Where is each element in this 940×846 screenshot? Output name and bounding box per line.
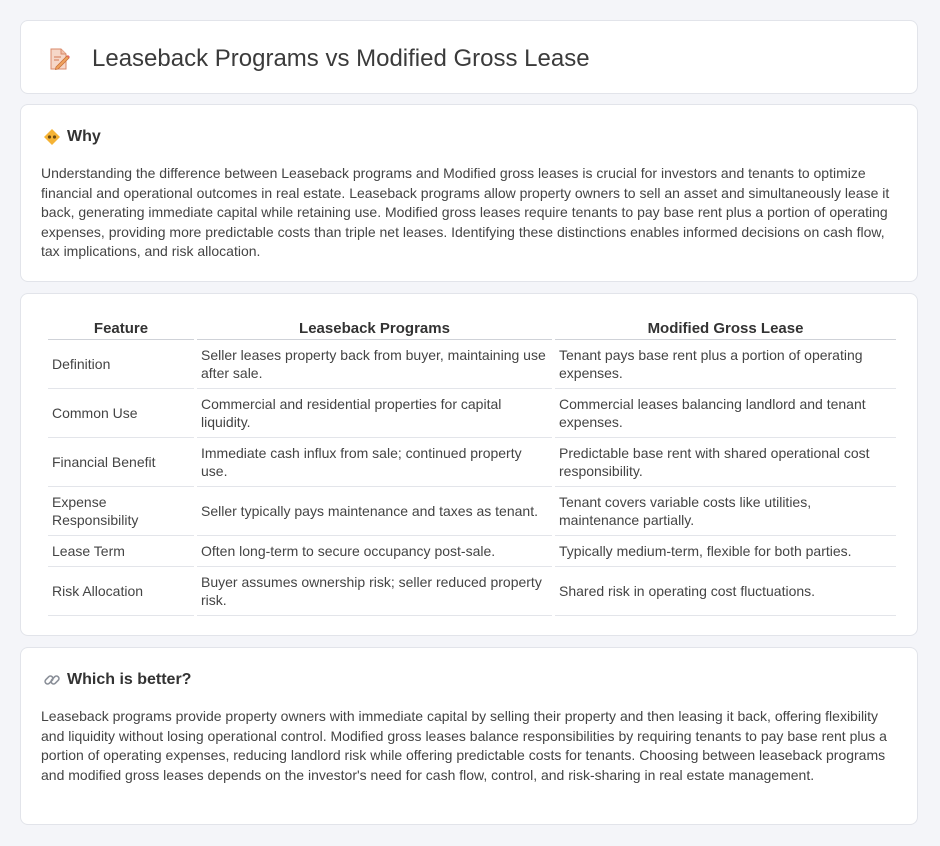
table-cell: Seller typically pays maintenance and taxes as tenant. bbox=[197, 487, 552, 536]
why-section bbox=[20, 104, 918, 282]
table-cell: Tenant covers variable costs like utilities, maintenance partially. bbox=[555, 487, 896, 536]
table-row bbox=[48, 389, 896, 438]
table-cell: Buyer assumes ownership risk; seller reduced property risk. bbox=[197, 567, 552, 616]
table-cell: Lease Term bbox=[48, 536, 194, 567]
table-row bbox=[48, 438, 896, 487]
table-cell: Financial Benefit bbox=[48, 438, 194, 487]
better-text: Leaseback programs provide property owners with immediate capital by selling their property and then leasing it back, offering flexibility and liquidity without losing operational control. Modified gross leases balance responsibilities by requiring tenants to pay base rent plus a portion of operating expenses, reducing landlord risk while offering predictable costs for tenants. Choosing between leaseback programs and modified gross leases depends on the investor's need for cash flow, control, and risk-sharing in real estate management. bbox=[41, 708, 887, 783]
diamond-warning-icon bbox=[43, 128, 61, 146]
table-cell: Typically medium-term, flexible for both parties. bbox=[555, 536, 896, 567]
header-feature: Feature bbox=[48, 315, 194, 340]
better-heading: Which is better? bbox=[67, 671, 192, 688]
table-row bbox=[48, 567, 896, 616]
why-header bbox=[43, 127, 101, 147]
table-cell: Risk Allocation bbox=[48, 567, 194, 616]
header-leaseback: Leaseback Programs bbox=[197, 315, 552, 340]
document-pencil-icon bbox=[47, 47, 71, 71]
table-cell: Expense Responsibility bbox=[48, 487, 194, 536]
which-is-better-section bbox=[20, 647, 918, 825]
table-cell: Shared risk in operating cost fluctuations. bbox=[555, 567, 896, 616]
table-cell: Often long-term to secure occupancy post-sale. bbox=[197, 536, 552, 567]
table-cell: Common Use bbox=[48, 389, 194, 438]
better-header bbox=[43, 670, 191, 690]
table-cell: Seller leases property back from buyer, maintaining use after sale. bbox=[197, 340, 552, 389]
why-heading: Why bbox=[67, 128, 101, 145]
table-row bbox=[48, 487, 896, 536]
why-text: Understanding the difference between Leaseback programs and Modified gross leases is crucial for investors and tenants to optimize financial and operational outcomes in real estate. Leaseback programs allow property owners to sell an asset and simultaneously lease it back, generating immediate capital while retaining use. Modified gross leases require tenants to pay base rent plus a portion of operating expenses, providing more predictable costs than triple net leases. Identifying these distinctions enables informed decisions on cash flow, tax implications, and risk allocation. bbox=[41, 165, 890, 260]
table-row bbox=[48, 536, 896, 567]
link-icon bbox=[43, 671, 61, 689]
comparison-table bbox=[45, 315, 899, 616]
table-cell: Commercial and residential properties for capital liquidity. bbox=[197, 389, 552, 438]
table-cell: Commercial leases balancing landlord and tenant expenses. bbox=[555, 389, 896, 438]
table-cell: Definition bbox=[48, 340, 194, 389]
page-title: Leaseback Programs vs Modified Gross Lease bbox=[92, 45, 590, 72]
table-header-row bbox=[48, 315, 896, 340]
table-cell: Immediate cash influx from sale; continued property use. bbox=[197, 438, 552, 487]
header-modified-gross: Modified Gross Lease bbox=[555, 315, 896, 340]
title-card bbox=[20, 20, 918, 94]
table-row bbox=[48, 340, 896, 389]
table-cell: Tenant pays base rent plus a portion of operating expenses. bbox=[555, 340, 896, 389]
table-cell: Predictable base rent with shared operational cost responsibility. bbox=[555, 438, 896, 487]
comparison-table-section bbox=[20, 293, 918, 636]
